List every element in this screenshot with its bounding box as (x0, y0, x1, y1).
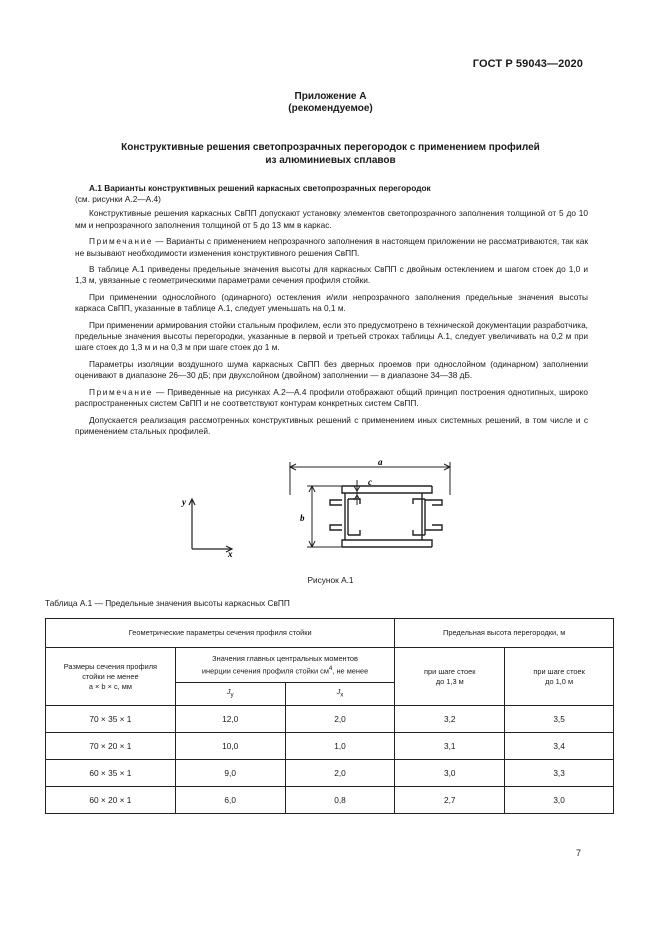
paragraph-1: Конструктивные решения каркасных СвПП допускают установку элементов светопрозрачного заполнения толщиной от 5 до 10 мм и непрозрачного заполнения толщиной от 5 до 13 мм в каркас. (75, 208, 588, 230)
paragraph-4: При применении армирования стойки стальным профилем, если это предусмотрено в технической документации разработчика, предельные значения высоты перегородки, указанные в первой и третьей строках таблицы А.1, следует увеличивать на 0,2 м при шаге стоек до 1,3 м и на 0,3 м при шаге стоек до 1 м. (75, 320, 588, 353)
header-geometry: Геометрические параметры сечения профиля стойки (46, 619, 395, 648)
header-size-line1: Размеры сечения профиля (63, 661, 158, 671)
cell-jy: 9,0 (175, 760, 285, 787)
standard-number: ГОСТ Р 59043—2020 (472, 58, 583, 70)
note-1-label: Примечание (89, 236, 154, 247)
cell-h13: 3,2 (395, 706, 505, 733)
page-number: 7 (575, 848, 581, 858)
annex-title: Приложение А (294, 91, 367, 102)
axis-y-label: y (182, 497, 186, 507)
paragraph-2: В таблице А.1 приведены предельные значения высоты для каркасных СвПП с двойным остеклением и шагом стоек до 1,0 и 1,3 м, увязанные с геометрическими параметрами сечения профиля стойки. (75, 264, 588, 286)
cell-h10: 3,3 (505, 760, 614, 787)
cell-h10: 3,4 (505, 733, 614, 760)
axis-x-label: x (228, 549, 233, 559)
cell-size: 70 × 20 × 1 (46, 733, 176, 760)
header-inertia-sup: 4 (328, 664, 333, 672)
cell-jy: 6,0 (175, 787, 285, 814)
table-row (46, 706, 614, 733)
axes (189, 499, 232, 552)
section-title (70, 141, 591, 167)
header-step-13-line2: до 1,3 м (435, 676, 464, 686)
section-title-line1: Конструктивные решения светопрозрачных перегородок с применением профилей (121, 142, 540, 153)
cell-size: 60 × 20 × 1 (46, 787, 176, 814)
header-jx (285, 683, 395, 706)
subsection-ref: (см. рисунки А.2—А.4) (75, 194, 161, 205)
figure-caption: Рисунок А.1 (307, 575, 354, 585)
profile-section (330, 486, 442, 547)
height-limits-table (45, 618, 614, 814)
section-title-line2: из алюминиевых сплавов (265, 155, 396, 166)
dim-a-label: a (378, 457, 383, 467)
cell-size: 70 × 35 × 1 (46, 706, 176, 733)
note-1-text: — Варианты с применением непрозрачного заполнения в настоящем приложении не рассматриваются, так как не вызывают необходимости изменения конструктивного решения СвПП. (75, 236, 588, 258)
header-step-10 (505, 648, 614, 706)
cell-size: 60 × 35 × 1 (46, 760, 176, 787)
cell-jx: 1,0 (285, 733, 395, 760)
header-height: Предельная высота перегородки, м (395, 619, 614, 648)
table-row (46, 787, 614, 814)
header-step-10-line1: при шаге стоек (533, 666, 585, 676)
header-jy (175, 683, 285, 706)
cell-jy: 12,0 (175, 706, 285, 733)
header-step-13-line1: при шаге стоек (424, 666, 476, 676)
table-header-row-1 (46, 619, 614, 648)
header-jx-symbol: J (336, 687, 341, 697)
header-inertia (175, 648, 395, 683)
header-inertia-line2 (180, 664, 391, 676)
cell-h10: 3,5 (505, 706, 614, 733)
dimension-b (307, 486, 342, 547)
header-size-line2: стойки не менее (82, 671, 139, 681)
cell-jx: 0,8 (285, 787, 395, 814)
annex-heading (0, 91, 661, 115)
paragraph-5: Параметры изоляции воздушного шума каркасных СвПП без дверных проемов при однослойном (одинарном) заполнении оценивают в диапазоне 26—30 дБ; при двухслойном (двойном) заполнении — в диапазоне 34—38 дБ. (75, 359, 588, 381)
header-size-line3: a × b × c, мм (88, 681, 132, 691)
table-row (46, 760, 614, 787)
cell-h13: 2,7 (395, 787, 505, 814)
cell-jx: 2,0 (285, 706, 395, 733)
cell-jy: 10,0 (175, 733, 285, 760)
header-jy-symbol: J (226, 687, 231, 697)
cell-h13: 3,1 (395, 733, 505, 760)
cell-h10: 3,0 (505, 787, 614, 814)
header-inertia-line2-text: инерции сечения профиля стойки см (201, 666, 329, 676)
dim-b-label: b (300, 513, 305, 523)
table-title: Таблица А.1 — Предельные значения высоты каркасных СвПП (45, 598, 290, 608)
table-row (46, 733, 614, 760)
dim-c-label: c (368, 477, 372, 487)
header-size (46, 648, 176, 706)
paragraph-3: При применении однослойного (одинарного) остекления и/или непрозрачного заполнения предельные значения высоты каркаса СвПП, указанные в таблице А.1, следует уменьшать на 0,1 м. (75, 292, 588, 314)
subsection-title: А.1 Варианты конструктивных решений каркасных светопрозрачных перегородок (89, 183, 431, 193)
note-1 (75, 236, 588, 258)
figure-a1 (170, 455, 470, 570)
header-jx-sub: x (340, 691, 344, 699)
note-2 (75, 387, 588, 409)
paragraph-6: Допускается реализация рассмотренных конструктивных решений с применением иных системных решений, в том числе и с применением стальных профилей. (75, 414, 588, 437)
note-2-label: Примечание (89, 387, 154, 398)
header-inertia-line1: Значения главных центральных моментов (212, 653, 358, 663)
annex-status: (рекомендуемое) (288, 103, 373, 114)
cell-h13: 3,0 (395, 760, 505, 787)
note-2-text: — Приведенные на рисунках А.2—А.4 профили отображают общий принцип построения однотипных, широко распространенных систем СвПП и не соответствуют контурам конкретных систем СвПП. (75, 387, 588, 409)
body-text (75, 183, 588, 443)
header-jy-sub: y (230, 691, 234, 699)
table-header-row-2 (46, 648, 614, 683)
header-inertia-line2-end: , не менее (332, 666, 369, 676)
header-step-13 (395, 648, 505, 706)
header-step-10-line2: до 1,0 м (545, 676, 574, 686)
cell-jx: 2,0 (285, 760, 395, 787)
